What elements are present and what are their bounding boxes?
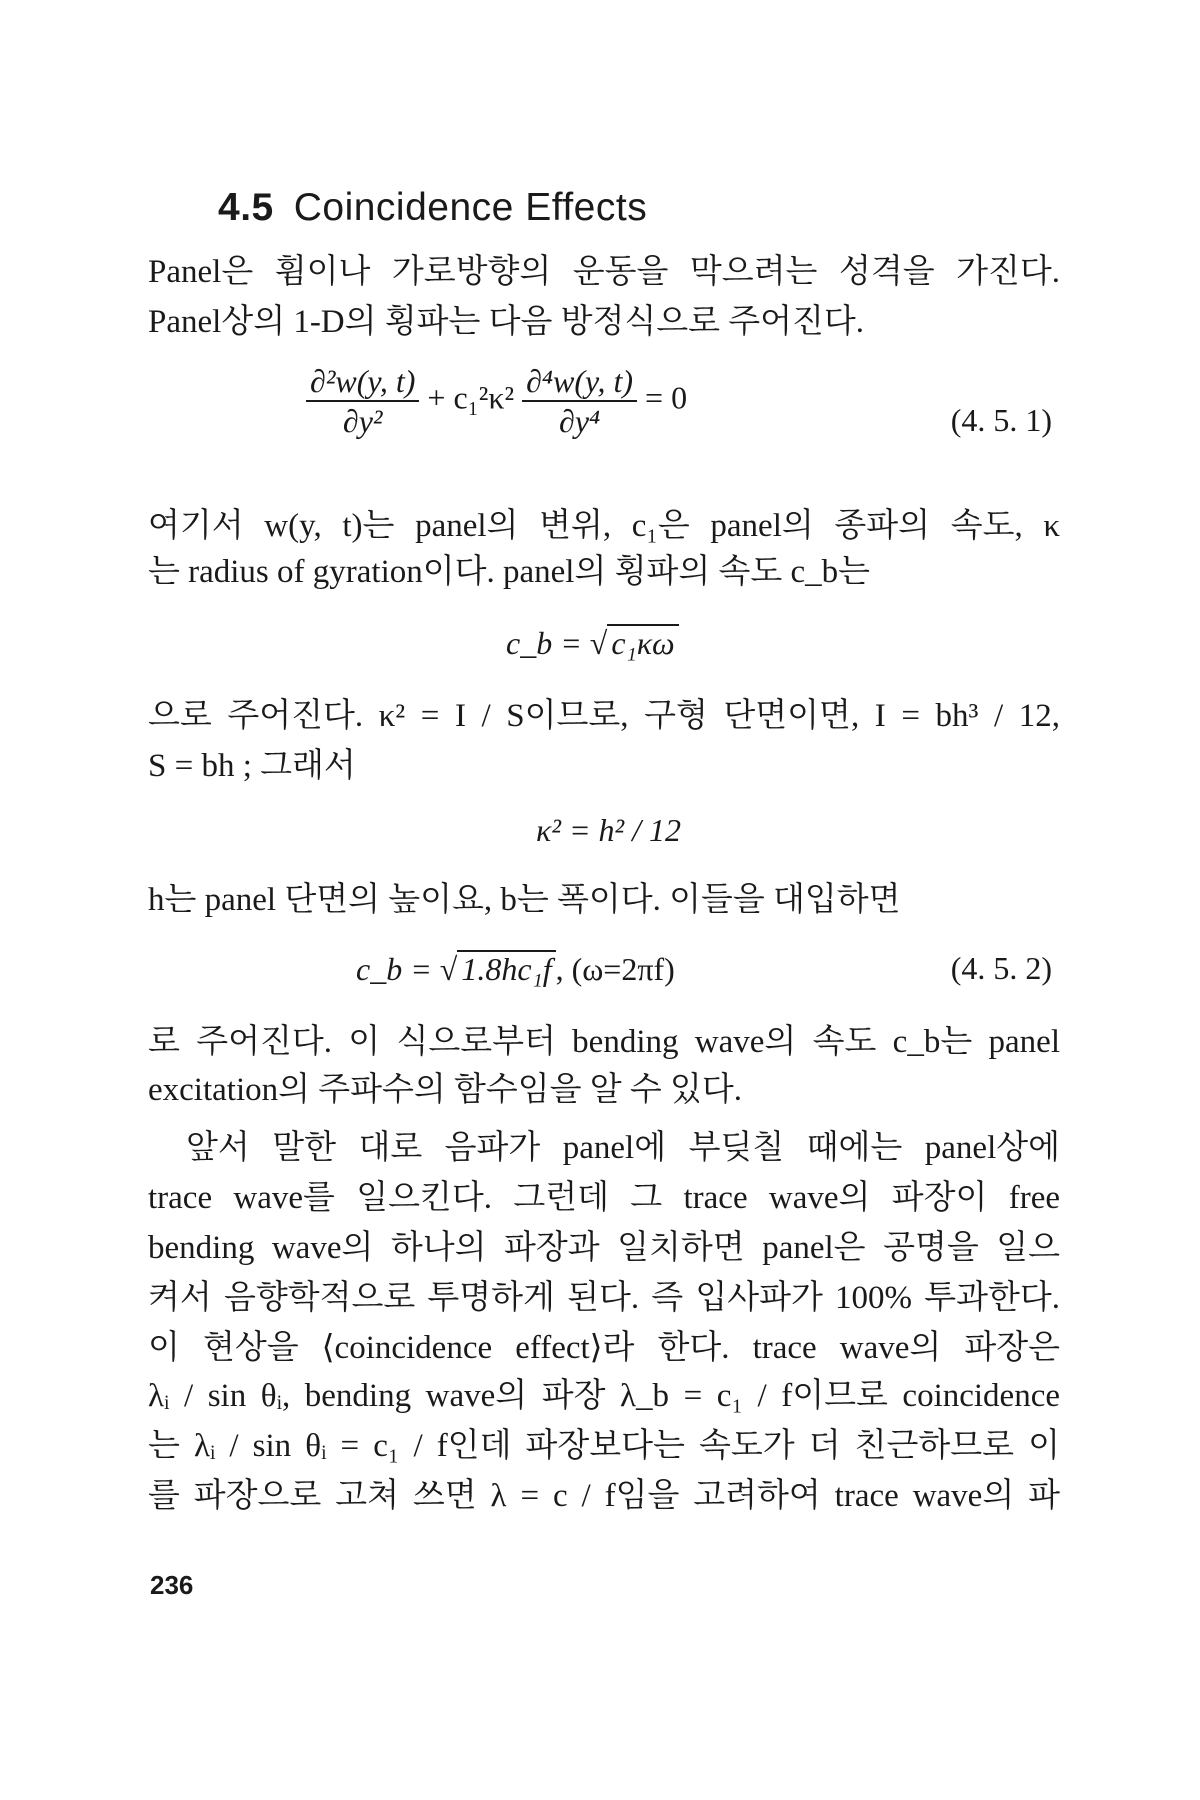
- paragraph-6-line-5: 이 현상을 ⟨coincidence effect⟩라 한다. trace wave의 파장은: [148, 1330, 1060, 1366]
- equation-cb-radicand: c₁κω: [607, 624, 678, 660]
- paragraph-6-line-6: λᵢ / sin θᵢ, bending wave의 파장 λ_b = c₁ / f이므로 coincidence: [148, 1378, 1060, 1414]
- section-title: Coincidence Effects: [293, 186, 648, 229]
- equation-4-5-1: [306, 362, 687, 440]
- paragraph-6-line-2: trace wave를 일으킨다. 그런데 그 trace wave의 파장이 free: [148, 1180, 1060, 1216]
- equation-4-5-2-lhs: c_b =: [356, 951, 440, 987]
- equation-rhs: = 0: [645, 379, 688, 416]
- fraction-2-denominator: ∂y⁴: [559, 403, 601, 439]
- paragraph-2-line-1: 여기서 w(y, t)는 panel의 변위, c₁은 panel의 종파의 속도, κ: [148, 508, 1060, 544]
- paragraph-5-line-2: excitation의 주파수의 함수임을 알 수 있다.: [148, 1072, 743, 1108]
- fraction-1-numerator: ∂²w(y, t): [306, 362, 419, 402]
- section-heading: [218, 186, 647, 230]
- paragraph-6-line-1: 앞서 말한 대로 음파가 panel에 부딪칠 때에는 panel상에: [186, 1130, 1060, 1166]
- equation-cb-lhs: c_b =: [506, 625, 590, 661]
- paragraph-2-line-2: 는 radius of gyration이다. panel의 횡파의 속도 c_b는: [148, 554, 870, 590]
- equation-4-5-2: c_b = √ 1.8hc₁f , (ω=2πf): [356, 951, 675, 987]
- paragraph-3-line-2: S = bh ; 그래서: [148, 748, 356, 784]
- fraction-1-denominator: ∂y²: [342, 403, 383, 439]
- paragraph-1-line-2: Panel상의 1-D의 횡파는 다음 방정식으로 주어진다.: [148, 304, 865, 340]
- paragraph-6-line-4: 켜서 음향학적으로 투명하게 된다. 즉 입사파가 100% 투과한다.: [148, 1280, 1060, 1316]
- fraction-2-numerator: ∂⁴w(y, t): [522, 362, 637, 402]
- equation-middle-term: + c₁²κ²: [427, 379, 515, 416]
- equation-4-5-2-tail: , (ω=2πf): [555, 951, 675, 987]
- fraction-1: [306, 362, 419, 440]
- equation-kappa-squared: κ² = h² / 12: [536, 812, 682, 848]
- equation-4-5-2-radicand: 1.8hc₁f: [457, 950, 555, 986]
- equation-4-5-2-label: (4. 5. 2): [950, 950, 1052, 986]
- paragraph-1-line-1: Panel은 휨이나 가로방향의 운동을 막으려는 성격을 가진다.: [148, 254, 1060, 290]
- paragraph-6-line-8: 를 파장으로 고쳐 쓰면 λ = c / f임을 고려하여 trace wave의 파: [148, 1478, 1060, 1514]
- section-number: 4.5: [218, 186, 274, 229]
- paragraph-6-line-3: bending wave의 하나의 파장과 일치하면 panel은 공명을 일으: [148, 1230, 1060, 1266]
- paragraph-3-line-1: 으로 주어진다. κ² = I / S이므로, 구형 단면이면, I = bh³ / 12,: [148, 698, 1060, 734]
- paragraph-4: h는 panel 단면의 높이요, b는 폭이다. 이들을 대입하면: [148, 882, 901, 918]
- page-number: 236: [150, 1570, 194, 1600]
- paragraph-5-line-1: 로 주어진다. 이 식으로부터 bending wave의 속도 c_b는 panel: [148, 1024, 1060, 1060]
- fraction-2: [522, 362, 637, 440]
- equation-cb: c_b = √ c₁κω: [506, 624, 679, 662]
- equation-4-5-1-label: (4. 5. 1): [950, 402, 1052, 438]
- paragraph-6-line-7: 는 λᵢ / sin θᵢ = c₁ / f인데 파장보다는 속도가 더 친근하므로 이: [148, 1428, 1060, 1464]
